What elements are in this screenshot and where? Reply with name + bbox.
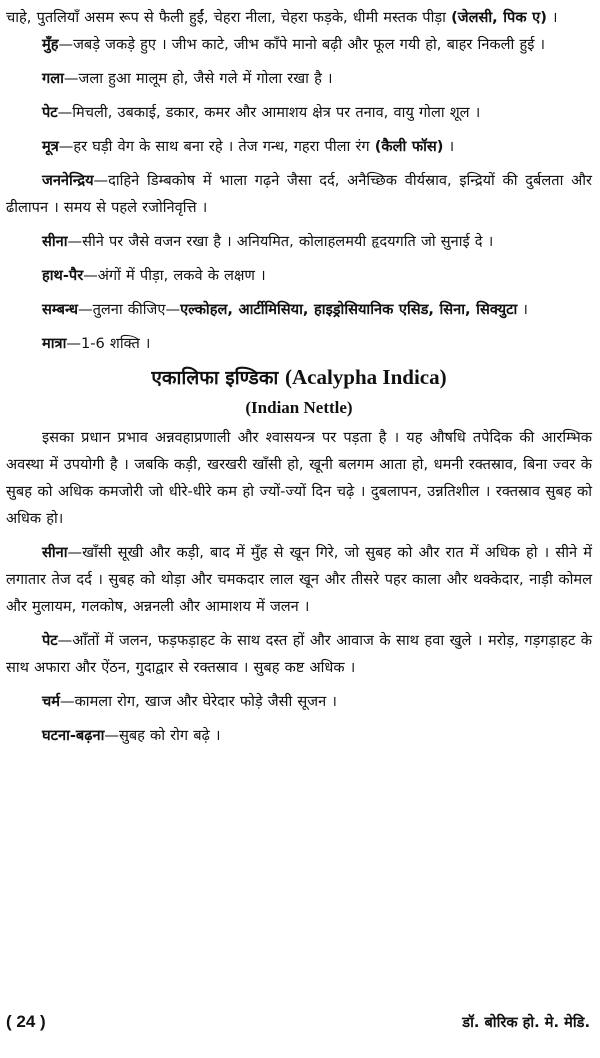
- section-label: सीना: [42, 233, 68, 250]
- paragraph-throat: गला—जला हुआ मालूम हो, जैसे गले में गोला रखा है ।: [42, 70, 333, 87]
- paragraph-relations: सम्बन्ध—तुलना कीजिए—एल्कोहल, आर्टीमिसिया, हाइड्रोसियानिक एसिड, सिना, सिक्युटा ।: [42, 301, 528, 318]
- book-title: डॉ. बोरिक हो. मे. मेडि.: [462, 1014, 590, 1031]
- section-label: मुँह: [42, 36, 59, 53]
- paragraph-continuation: चाहे, पुतलियाँ असम रूप से फैली हुईं, चेहरा नीला, चेहरा फड़के, धीमी मस्तक पीड़ा (जेलसी, पिक ए) ।: [6, 9, 558, 26]
- paragraph-chest: सीना—सीने पर जैसे वजन रखा है । अनियमित, कोलाहलमयी हृदयगति जो सुनाई दे ।: [42, 233, 494, 250]
- paragraph-stomach-2: पेट—आँतों में जलन, फड़फड़ाहट के साथ दस्त हों और आवाज के साथ हवा खुले । मरोड़, गड़गड़ाहट के साथ अफारा और ऐंठन, गुदाद्वार से रक्तस्राव । सुबह कष्ट अधिक ।: [6, 632, 592, 676]
- section-label: सीना: [42, 544, 68, 561]
- section-label: पेट: [42, 104, 58, 121]
- section-label: हाथ-पैर: [42, 267, 84, 284]
- paragraph-dose: मात्रा—1-6 शक्ति ।: [42, 335, 151, 352]
- page-footer: [6, 1012, 590, 1032]
- paragraph-urine: मूत्र—हर घड़ी वेग के साथ बना रहे । तेज गन्ध, गहरा पीला रंग (कैली फॉस) ।: [42, 138, 455, 155]
- page-body: [6, 4, 592, 756]
- section-label: सम्बन्ध: [42, 301, 78, 318]
- paragraph-intro: इसका प्रधान प्रभाव अन्नवहाप्रणाली और श्वासयन्त्र पर पड़ता है । यह औषधि तपेदिक की आरम्भिक अवस्था में उपयोगी है । जबकि कड़ी, खरखरी खाँसी हो, खूनी बलगम आता हो, धमनी रक्तस्राव, बिना ज्वर के सुबह को अधिक कमजोरी जो धीरे-धीरे कम हो ज्यों-ज्यों दिन चढ़े । दुबलापन, उन्नतिशील । रक्तस्राव सुबह को अधिक हो।: [6, 429, 592, 527]
- section-label: गला: [42, 70, 64, 87]
- remedy-subheading: (Indian Nettle): [245, 398, 353, 417]
- remedy-reference: (कैली फॉस): [374, 138, 444, 155]
- section-label: जननेन्द्रिय: [42, 172, 94, 189]
- section-label: मात्रा: [42, 335, 67, 352]
- section-label: घटना-बढ़ना: [42, 727, 105, 744]
- remedy-heading-latin: (Acalypha Indica): [284, 365, 447, 389]
- section-label: चर्म: [42, 693, 60, 710]
- paragraph-chest-2: सीना—खाँसी सूखी और कड़ी, बाद में मुँह से खून गिरे, जो सुबह को और रात में अधिक हो । सीने में लगातार तेज दर्द । सुबह को थोड़ा और चमकदार लाल खून और तीसरे पहर काला और थक्केदार, नाड़ी कोमल और मुलायम, गलकोष, अन्ननली और आमाशय में जलन ।: [6, 544, 592, 615]
- paragraph-mouth: मुँह—जबड़े जकड़े हुए । जीभ काटे, जीभ काँपे मानो बढ़ी और फूल गयी हो, बाहर निकली हुई ।: [42, 36, 546, 53]
- section-label: मूत्र: [42, 138, 59, 155]
- paragraph-genitals: जननेन्द्रिय—दाहिने डिम्बकोष में भाला गढ़ने जैसा दर्द, अनैच्छिक वीर्यस्राव, इन्द्रियों की दुर्बलता और ढीलापन । समय से पहले रजोनिवृत्ति ।: [6, 172, 592, 216]
- paragraph-stomach: पेट—मिचली, उबकाई, डकार, कमर और आमाशय क्षेत्र पर तनाव, वायु गोला शूल ।: [42, 104, 481, 121]
- remedy-heading: एकालिफा इण्डिका (Acalypha Indica): [151, 365, 447, 389]
- paragraph-modalities: घटना-बढ़ना—सुबह को रोग बढ़े ।: [42, 727, 221, 744]
- paragraph-extremities: हाथ-पैर—अंगों में पीड़ा, लकवे के लक्षण ।: [42, 267, 266, 284]
- paragraph-skin: चर्म—कामला रोग, खाज और घेरेदार फोड़े जैसी सूजन ।: [42, 693, 337, 710]
- remedy-reference: (जेलसी, पिक ए): [451, 9, 547, 26]
- remedy-reference: एल्कोहल, आर्टीमिसिया, हाइड्रोसियानिक एसिड, सिना, सिक्युटा: [180, 301, 518, 318]
- section-label: पेट: [42, 632, 58, 649]
- page-number: ( 24 ): [6, 1012, 46, 1031]
